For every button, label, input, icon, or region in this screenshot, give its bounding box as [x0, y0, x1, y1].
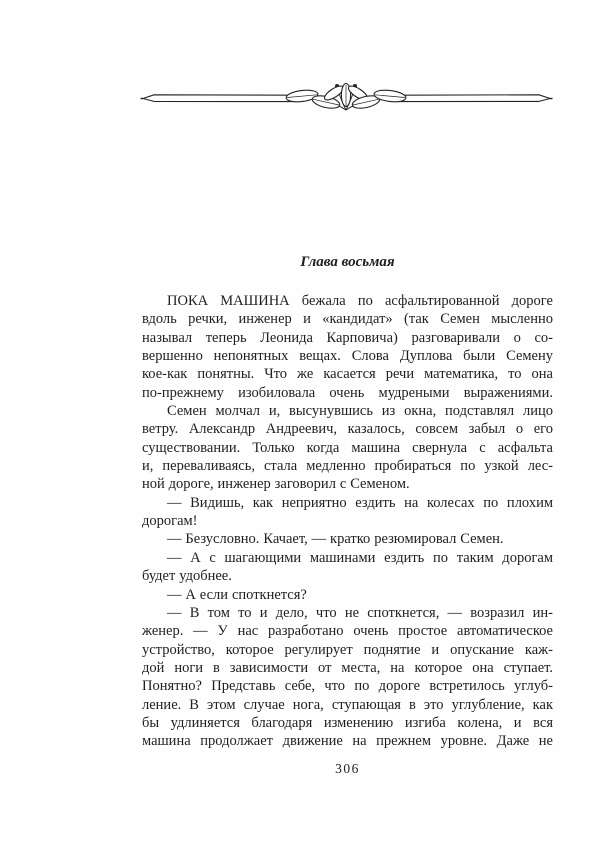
- laurel-divider-ornament: [140, 82, 553, 116]
- text-line: дой ноги в зависимости от места, на которое она ступает.: [142, 659, 553, 676]
- paragraph: [142, 402, 553, 494]
- text-line: ление. В этом случае нога, ступающая в это углубление, как: [142, 696, 553, 713]
- text-line: бы удлиняется благодаря изменению изгиба колена, и вся: [142, 714, 553, 731]
- paragraph: [142, 494, 553, 531]
- text-line: и, переваливаясь, стала медленно пробираться по узкой лес-: [142, 458, 553, 475]
- text-line: ПОКА МАШИНА бежала по асфальтированной дороге: [167, 293, 553, 309]
- text-line: ной дороге, инженер заговорил с Семеном.: [142, 476, 410, 493]
- paragraph: [142, 604, 553, 751]
- chapter-heading: Глава восьмая: [300, 254, 395, 270]
- text-line: — В том то и дело, что не споткнется, — возразил ин-: [167, 604, 553, 621]
- text-line: по-прежнему изобиловала очень мудреными выражениями.: [142, 384, 553, 401]
- text-line: называл теперь Леонида Карповича) разговаривали о со-: [142, 329, 553, 346]
- body-text: [142, 292, 553, 751]
- text-line: — А с шагающими машинами ездить по таким дорогам: [167, 549, 553, 566]
- text-line: Семен молчал и, высунувшись из окна, подставлял лицо: [167, 403, 553, 420]
- text-line: кое-как понятны. Что же касается речи математика, то она: [142, 366, 553, 383]
- paragraph: [142, 586, 553, 604]
- text-line: вдоль речки, инженер и «кандидат» (так Семен мысленно: [142, 311, 553, 328]
- text-line: — А если споткнется?: [167, 586, 307, 603]
- text-line: дорогам!: [142, 513, 198, 530]
- text-line: ветру. Александр Андреевич, казалось, совсем забыл о его: [142, 421, 553, 438]
- text-line: существовании. Только когда машина свернула с асфальта: [142, 439, 553, 456]
- paragraph: [142, 292, 553, 402]
- text-line: будет удобнее.: [142, 568, 232, 585]
- page-number: 306: [335, 761, 360, 776]
- text-line: вершенно непонятных вещах. Слова Дуплова были Семену: [142, 348, 553, 365]
- text-line: Понятно? Представь себе, что по дороге встретилось углуб-: [142, 678, 553, 695]
- text-line: женер. — У нас разработано очень простое автоматическое: [142, 623, 553, 640]
- text-line: устройство, которое регулирует поднятие и опускание каж-: [142, 641, 553, 658]
- text-line: машина продолжает движение на прежнем уровне. Даже не: [142, 733, 553, 750]
- text-line: — Видишь, как неприятно ездить на колесах по плохим: [167, 494, 553, 511]
- paragraph: [142, 530, 553, 548]
- text-line: — Безусловно. Качает, — кратко резюмировал Семен.: [167, 531, 504, 548]
- paragraph: [142, 549, 553, 586]
